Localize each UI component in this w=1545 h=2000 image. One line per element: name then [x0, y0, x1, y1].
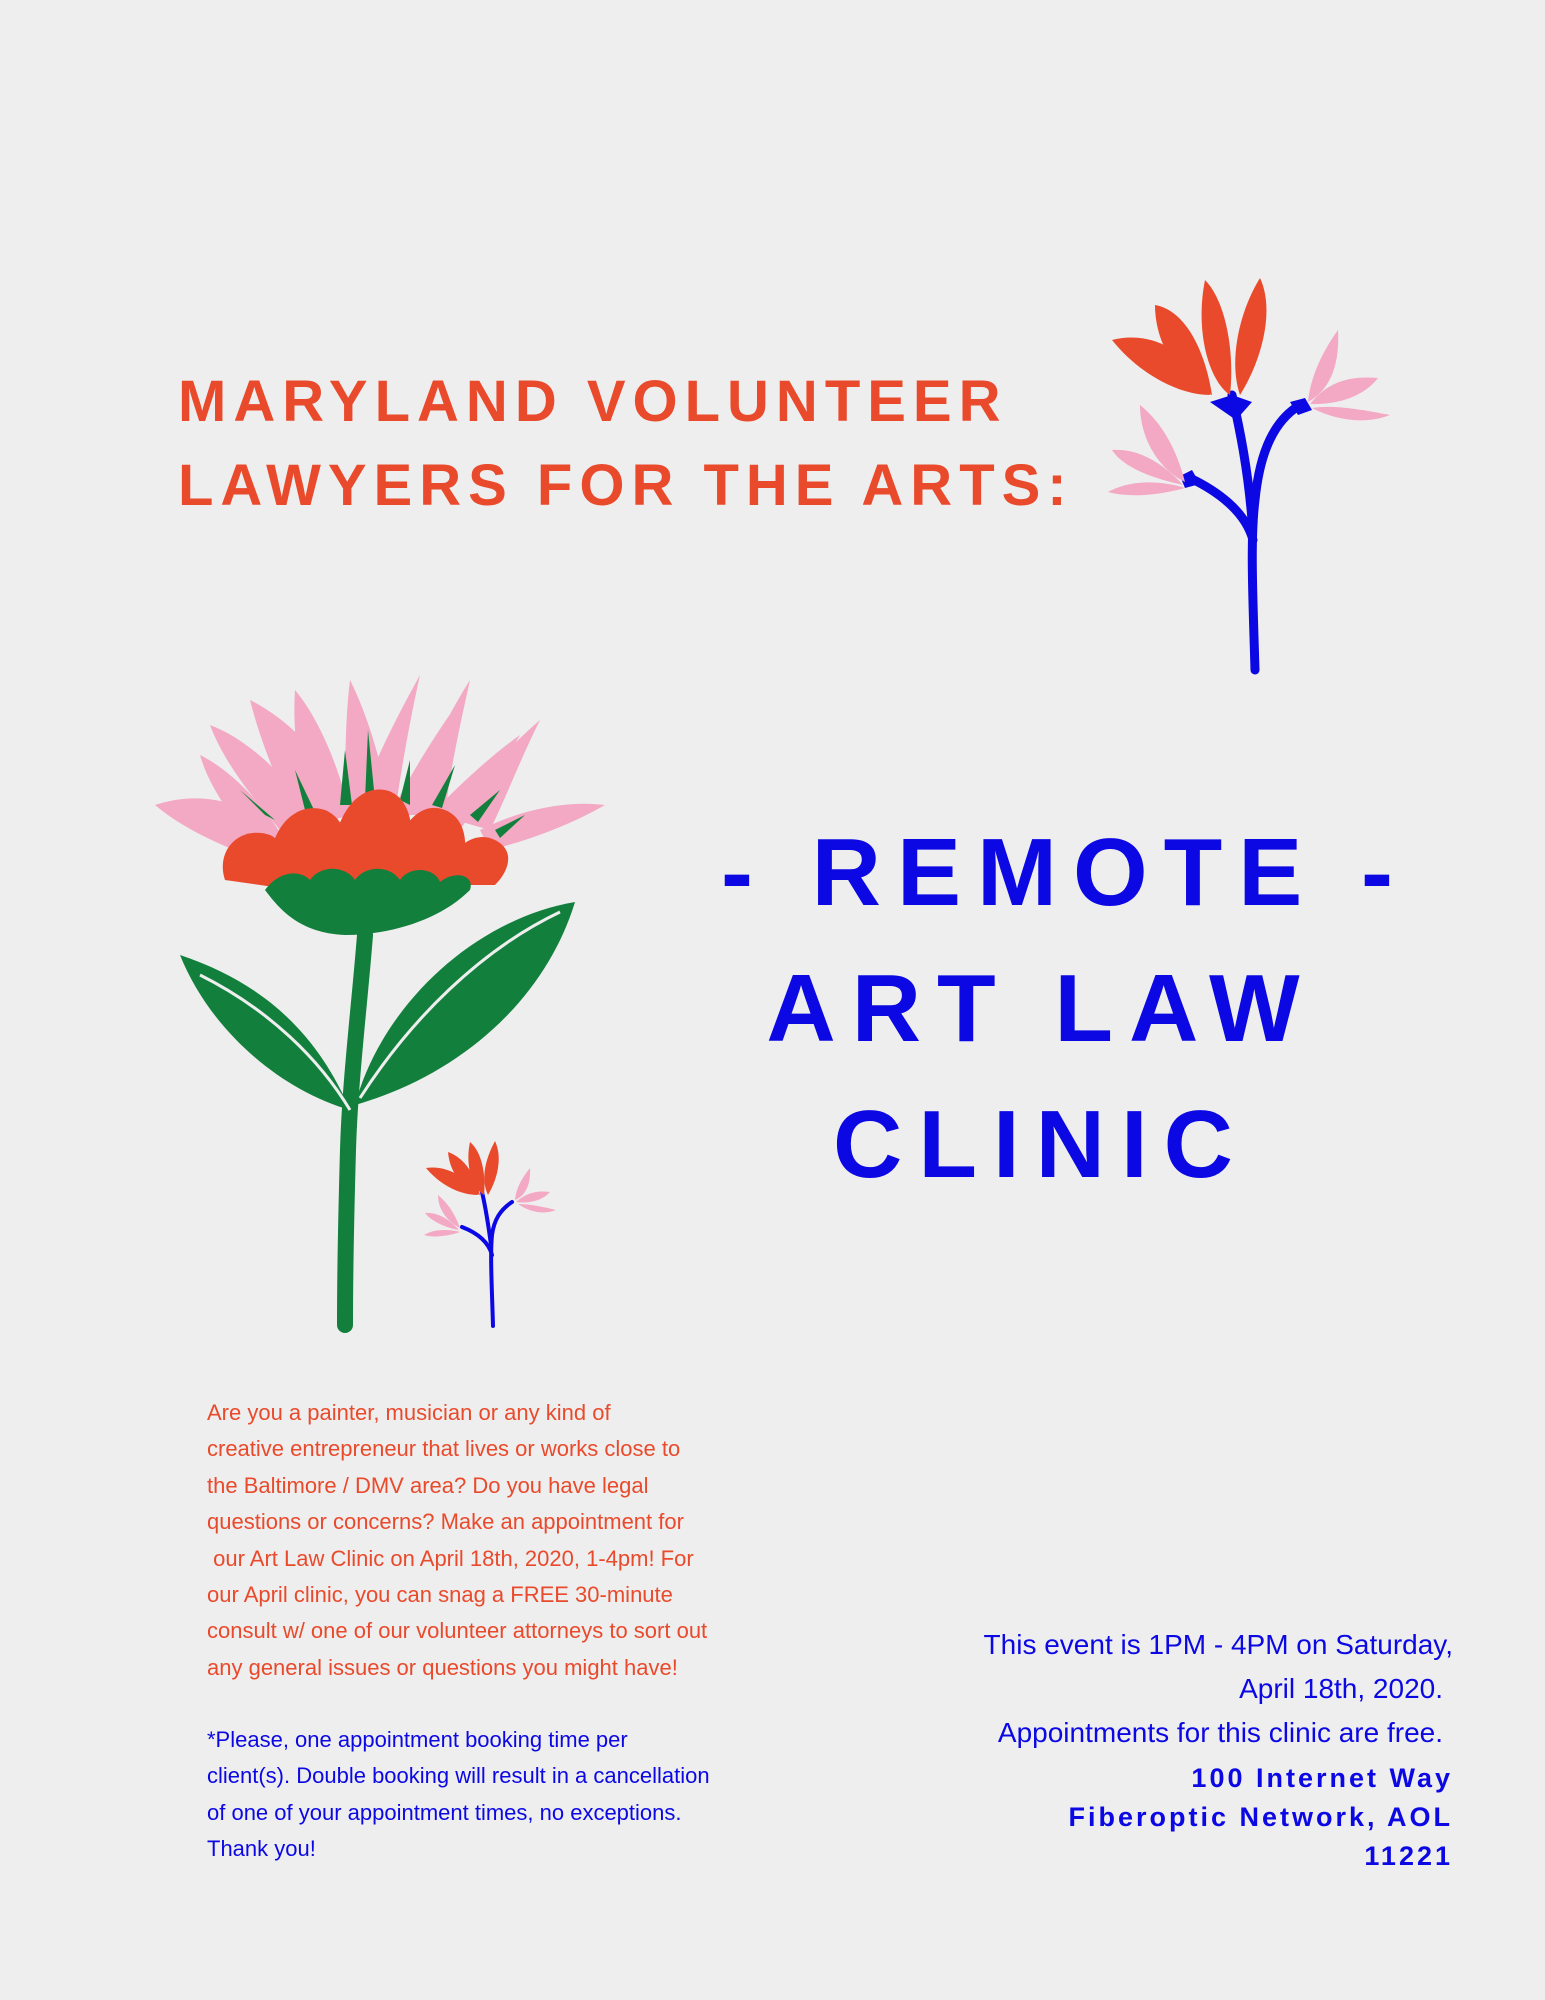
event-date: April 18th, 2020.	[1239, 1673, 1443, 1704]
description-line: creative entrepreneur that lives or works close to	[207, 1436, 681, 1462]
description-line: Are you a painter, musician or any kind of	[207, 1400, 611, 1425]
event-title	[660, 805, 1460, 1213]
event-info	[753, 1623, 1453, 1876]
address-street: 100 Internet Way	[1191, 1763, 1453, 1793]
event-title-line-2: ART LAW	[766, 955, 1316, 1062]
notice-line: Thank you!	[207, 1836, 316, 1862]
description-line: our April clinic, you can snag a FREE 30-minute	[207, 1582, 673, 1608]
notice-line: *Please, one appointment booking time per	[207, 1727, 628, 1752]
description-line: questions or concerns? Make an appointment for	[207, 1509, 684, 1535]
notice-line: of one of your appointment times, no exceptions.	[207, 1799, 682, 1825]
description-paragraph	[207, 1395, 807, 1686]
event-title-line-1: - REMOTE -	[721, 819, 1409, 926]
notice-line: client(s). Double booking will result in a cancellation	[207, 1763, 710, 1789]
description-line: our Art Law Clinic on April 18th, 2020, 1-4pm! For	[207, 1545, 694, 1571]
event-time: This event is 1PM - 4PM on Saturday,	[983, 1629, 1453, 1660]
description-line: any general issues or questions you might have!	[207, 1654, 678, 1680]
description-line: the Baltimore / DMV area? Do you have legal	[207, 1472, 649, 1498]
org-title-line-1: MARYLAND VOLUNTEER	[178, 369, 1008, 434]
booking-notice	[207, 1722, 807, 1868]
event-title-line-3: CLINIC	[833, 1091, 1249, 1198]
event-cost: Appointments for this clinic are free.	[997, 1717, 1443, 1748]
address-city: Fiberoptic Network, AOL	[1068, 1802, 1453, 1832]
description-line: consult w/ one of our volunteer attorneys to sort out	[207, 1618, 708, 1644]
org-title-line-2: LAWYERS FOR THE ARTS:	[178, 453, 1074, 518]
address-zip: 11221	[1364, 1841, 1453, 1871]
